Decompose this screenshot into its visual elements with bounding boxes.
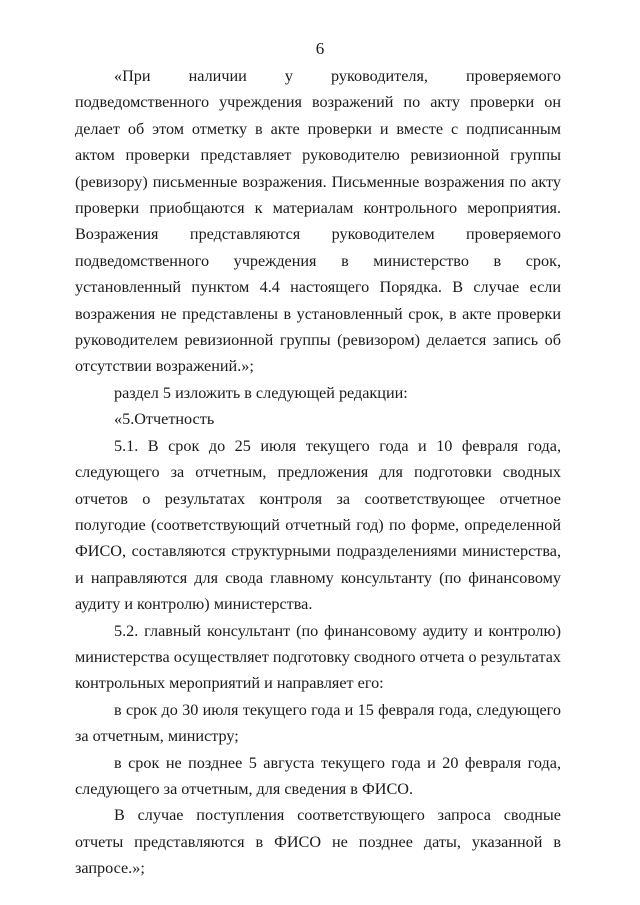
section-heading-reporting: «5.Отчетность [114,410,215,429]
paragraph-objections: «При наличии у руководителя, проверяемого подведомственного учреждения возражений по акту проверки он делает об этом отметку в акте проверки и вместе с подписанным актом проверки представляет руководителю ревизионной группы (ревизору) письменные возражения. Письменные возражения по акту проверки приобщаются к материалам контрольного мероприятия. Возражения представляются руководителем проверяемого подведомственного учреждения в министерство в срок, установленный пунктом 4.4 настоящего Порядка. В случае если возражения не представлены в установленный срок, в акте проверки руководителем ревизионной группы (ревизором) делается запись об отсутствии возражений.»; [75,67,561,376]
paragraph-section-5-intro: раздел 5 изложить в следующей редакции: [114,383,408,402]
document-body [75,63,561,882]
paragraph-5-1: 5.1. В срок до 25 июля текущего года и 10 февраля года, следующего за отчетным, предложения для подготовки сводных отчетов о результатах контроля за соответствующее отчетное полугодие (соответствующий отчетный год) по форме, определенной ФИСО, составляются структурными подразделениями министерства, и направляются для свода главному консультанту (по финансовому аудиту и контролю) министерства. [75,436,561,614]
paragraph-deadline-minister: в срок до 30 июля текущего года и 15 февраля года, следующего за отчетным, министру; [75,700,561,746]
paragraph-deadline-fiso: в срок не позднее 5 августа текущего года и 20 февраля года, следующего за отчетным, для сведения в ФИСО. [75,753,561,798]
page-number: 6 [315,39,325,58]
paragraph-request: В случае поступления соответствующего запроса сводные отчеты представляются в ФИСО не позднее даты, указанной в запросе.»; [75,806,561,878]
paragraph-5-2: 5.2. главный консультант (по финансовому аудиту и контролю) министерства осуществляет подготовку сводного отчета о результатах контрольных мероприятий и направляет его: [75,621,561,693]
